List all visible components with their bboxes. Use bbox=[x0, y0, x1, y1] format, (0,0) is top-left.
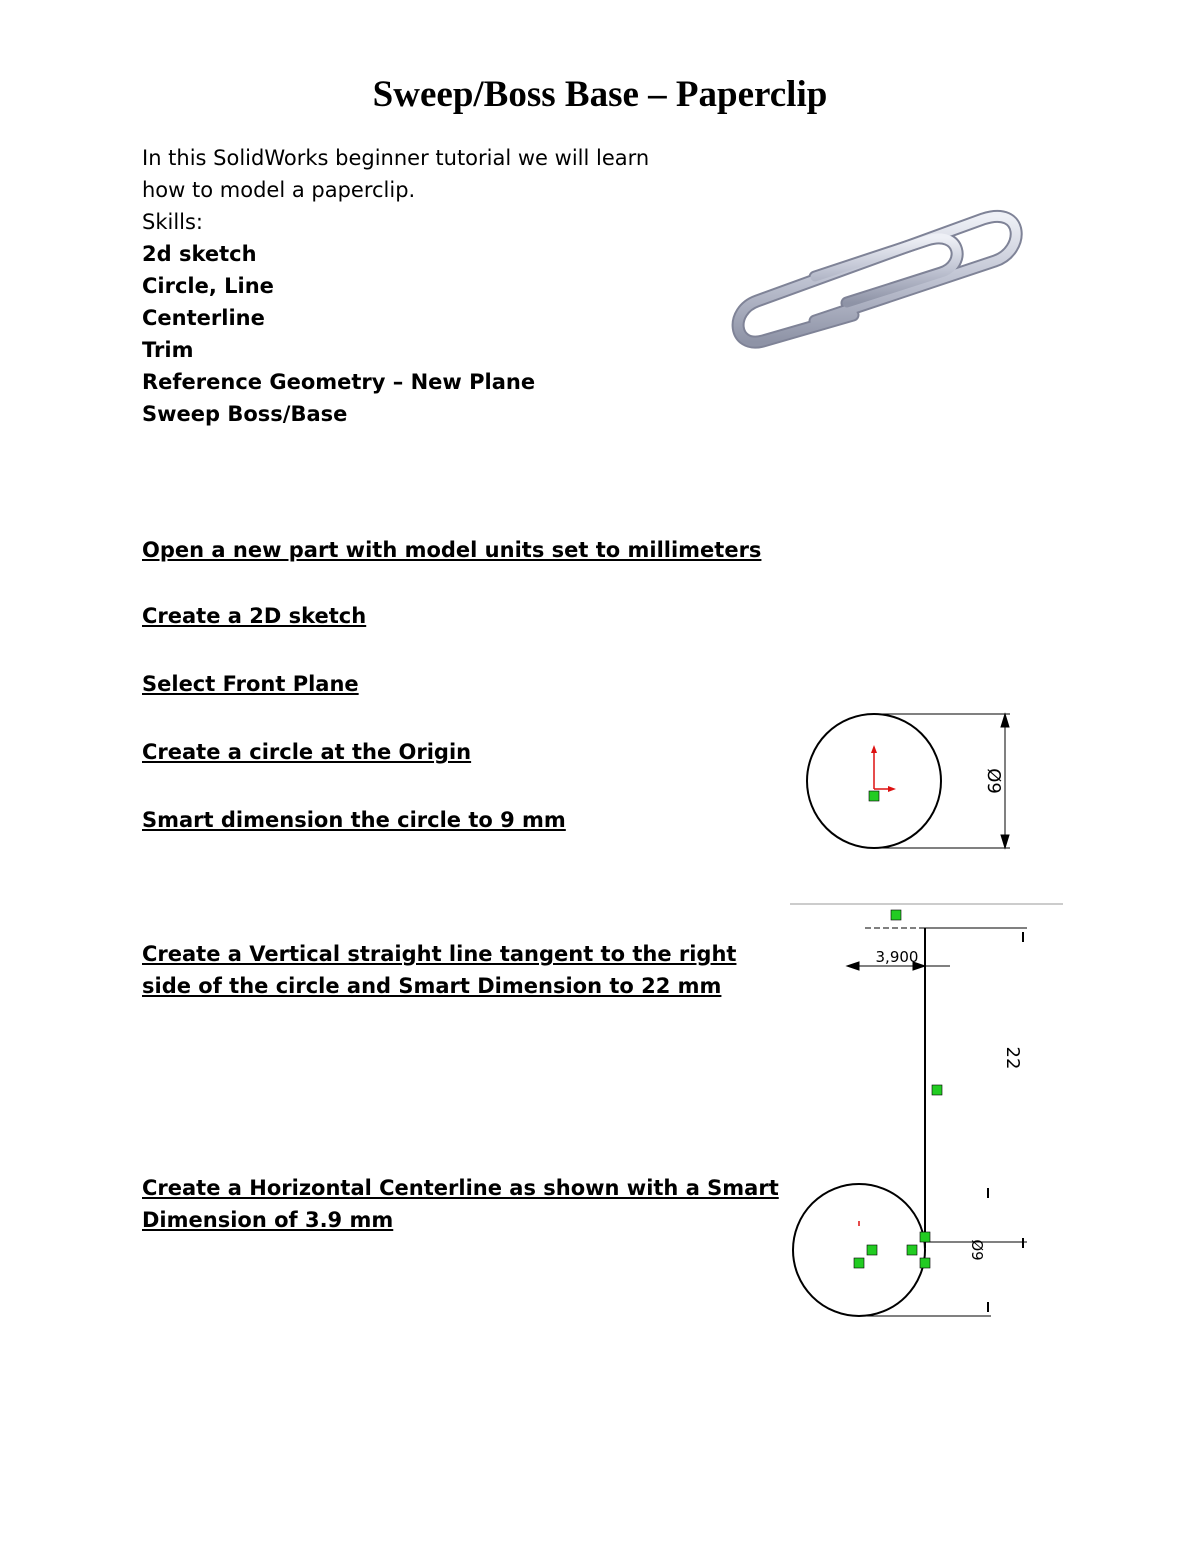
page-title: Sweep/Boss Base – Paperclip bbox=[372, 74, 828, 115]
sketch-point-icon bbox=[854, 1258, 864, 1268]
sketch-point-icon bbox=[932, 1085, 942, 1095]
circle-dimension-label: Ø9 bbox=[983, 768, 1004, 794]
step-select-plane: Select Front Plane bbox=[142, 672, 359, 696]
sketch-point-icon bbox=[920, 1232, 930, 1242]
skill-item: Sweep Boss/Base bbox=[142, 402, 348, 426]
step-create-sketch: Create a 2D sketch bbox=[142, 604, 367, 628]
step-vertical-line-text-1: Create a Vertical straight line tangent to the right bbox=[142, 942, 737, 966]
centerline bbox=[847, 928, 1027, 970]
skill-item: Trim bbox=[142, 338, 194, 362]
origin-icon bbox=[871, 745, 896, 792]
sketch-point-icon bbox=[869, 791, 879, 801]
intro-section bbox=[142, 142, 702, 430]
sketch-point-icon bbox=[920, 1258, 930, 1268]
sketch-point-icon bbox=[907, 1245, 917, 1255]
skill-item: Circle, Line bbox=[142, 274, 274, 298]
sketch-point-icon bbox=[891, 910, 901, 920]
circle-extension-lines bbox=[859, 1242, 1027, 1316]
circle-dimension-label: Ø9 bbox=[968, 1239, 986, 1261]
step-open-part: Open a new part with model units set to millimeters bbox=[142, 538, 762, 562]
skill-item: Reference Geometry – New Plane bbox=[142, 370, 536, 394]
line-sketch-figure bbox=[785, 898, 1070, 1323]
line-dimension-markers bbox=[988, 932, 1023, 1312]
intro-text-line-2: how to model a paperclip. bbox=[142, 178, 416, 202]
step-centerline-text-2: Dimension of 3.9 mm bbox=[142, 1208, 394, 1232]
intro-text-line-1: In this SolidWorks beginner tutorial we will learn bbox=[142, 146, 650, 170]
skill-item: 2d sketch bbox=[142, 242, 257, 266]
step-create-circle: Create a circle at the Origin bbox=[142, 740, 472, 764]
sketch-circle bbox=[793, 1184, 925, 1316]
paperclip-image bbox=[715, 165, 1025, 380]
step-vertical-line-text-2: side of the circle and Smart Dimension to 22 mm bbox=[142, 974, 722, 998]
skill-item: Centerline bbox=[142, 306, 265, 330]
step-dimension-circle: Smart dimension the circle to 9 mm bbox=[142, 808, 566, 832]
step-centerline bbox=[142, 1172, 779, 1236]
step-vertical-line bbox=[142, 938, 736, 1002]
line-dimension-label: 22 bbox=[1002, 1046, 1023, 1070]
circle-sketch-figure bbox=[800, 705, 1020, 855]
centerline-dimension-label: 3,900 bbox=[875, 948, 919, 966]
step-centerline-text-1: Create a Horizontal Centerline as shown with a Smart bbox=[142, 1176, 779, 1200]
sketch-point-icon bbox=[867, 1245, 877, 1255]
skills-label: Skills: bbox=[142, 210, 204, 234]
